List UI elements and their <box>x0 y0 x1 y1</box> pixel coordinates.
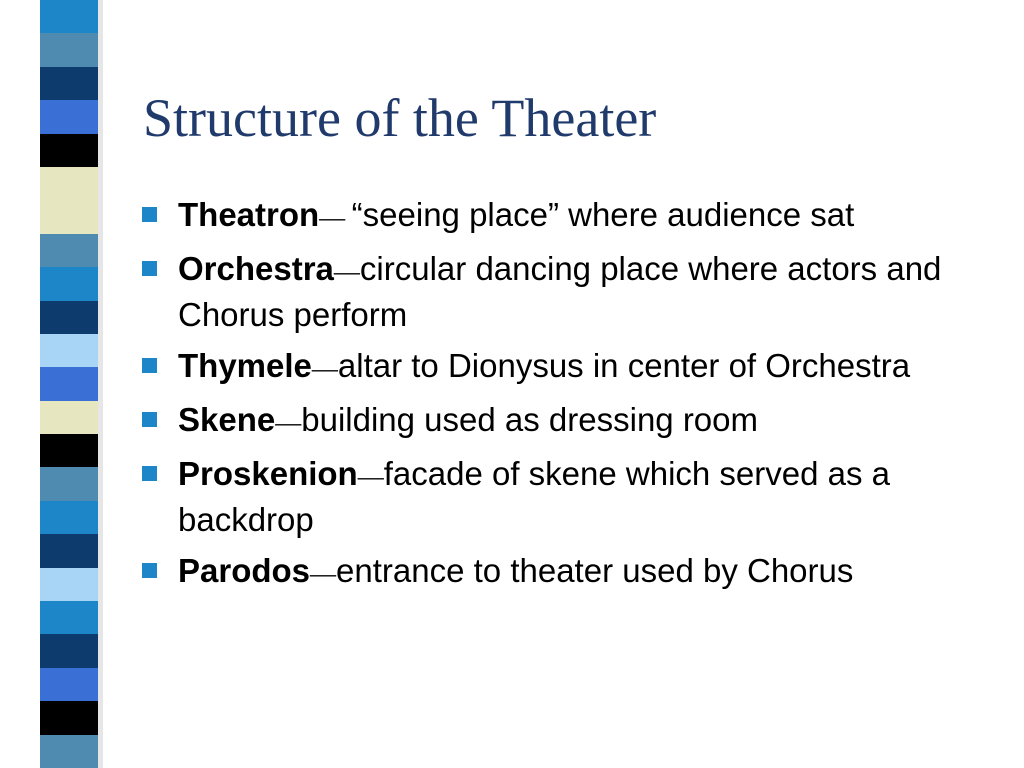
border-stripe <box>40 467 98 500</box>
bullet-text <box>178 193 982 239</box>
square-bullet-icon <box>142 466 157 481</box>
bullet-term: Thymele <box>178 347 312 384</box>
border-stripe <box>40 334 98 367</box>
decorative-striped-border <box>0 0 120 768</box>
bullet-item <box>142 452 982 541</box>
em-dash: — <box>357 462 384 491</box>
border-stripe <box>40 267 98 300</box>
bullet-term: Theatron <box>178 196 320 233</box>
border-stripe <box>40 668 98 701</box>
bullet-description: altar to Dionysus in center of Orchestra <box>337 347 911 384</box>
border-stripe <box>40 367 98 400</box>
border-stripe <box>40 100 98 133</box>
border-stripe <box>40 33 98 66</box>
bullet-item <box>142 549 982 595</box>
slide-title: Structure of the Theater <box>143 88 657 148</box>
square-bullet-icon <box>142 412 157 427</box>
bullet-list <box>142 193 982 603</box>
square-bullet-icon <box>142 261 157 276</box>
em-dash: — <box>275 408 302 437</box>
em-dash: — <box>310 559 337 588</box>
border-stripe <box>40 434 98 467</box>
bullet-description: circular dancing place where actors and Chorus perform <box>178 250 942 333</box>
bullet-text <box>178 247 982 336</box>
bullet-description: “seeing place” where audience sat <box>351 196 855 233</box>
bullet-description: building used as dressing room <box>301 401 758 438</box>
bullet-item <box>142 247 982 336</box>
border-stripe <box>40 634 98 667</box>
border-stripe <box>40 701 98 734</box>
bullet-term: Proskenion <box>178 455 358 492</box>
bullet-term: Parodos <box>178 552 311 589</box>
border-stripe <box>40 534 98 567</box>
bullet-term: Skene <box>178 401 276 438</box>
bullet-text <box>178 452 982 541</box>
border-stripe <box>40 568 98 601</box>
bullet-item <box>142 398 982 444</box>
border-stripe <box>40 134 98 167</box>
bullet-item <box>142 344 982 390</box>
em-dash: — <box>333 257 360 286</box>
border-stripe <box>40 401 98 434</box>
square-bullet-icon <box>142 563 157 578</box>
border-stripe <box>40 501 98 534</box>
bullet-description: facade of skene which served as a backdrop <box>178 455 891 538</box>
em-dash: — <box>311 354 338 383</box>
border-stripe <box>40 301 98 334</box>
square-bullet-icon <box>142 207 157 222</box>
bullet-item <box>142 193 982 239</box>
border-stripe <box>40 234 98 267</box>
border-stripe <box>40 601 98 634</box>
border-stripe <box>40 735 98 768</box>
border-stripe <box>40 200 98 233</box>
border-stripe <box>40 0 98 33</box>
bullet-description: entrance to theater used by Chorus <box>336 552 854 589</box>
em-dash: — <box>319 203 352 232</box>
border-stripe <box>40 67 98 100</box>
bullet-text <box>178 344 982 390</box>
border-stripe <box>40 167 98 200</box>
square-bullet-icon <box>142 358 157 373</box>
stripe-shadow <box>98 0 103 768</box>
bullet-term: Orchestra <box>178 250 334 287</box>
bullet-text <box>178 549 982 595</box>
stripe-column <box>40 0 98 768</box>
bullet-text <box>178 398 982 444</box>
